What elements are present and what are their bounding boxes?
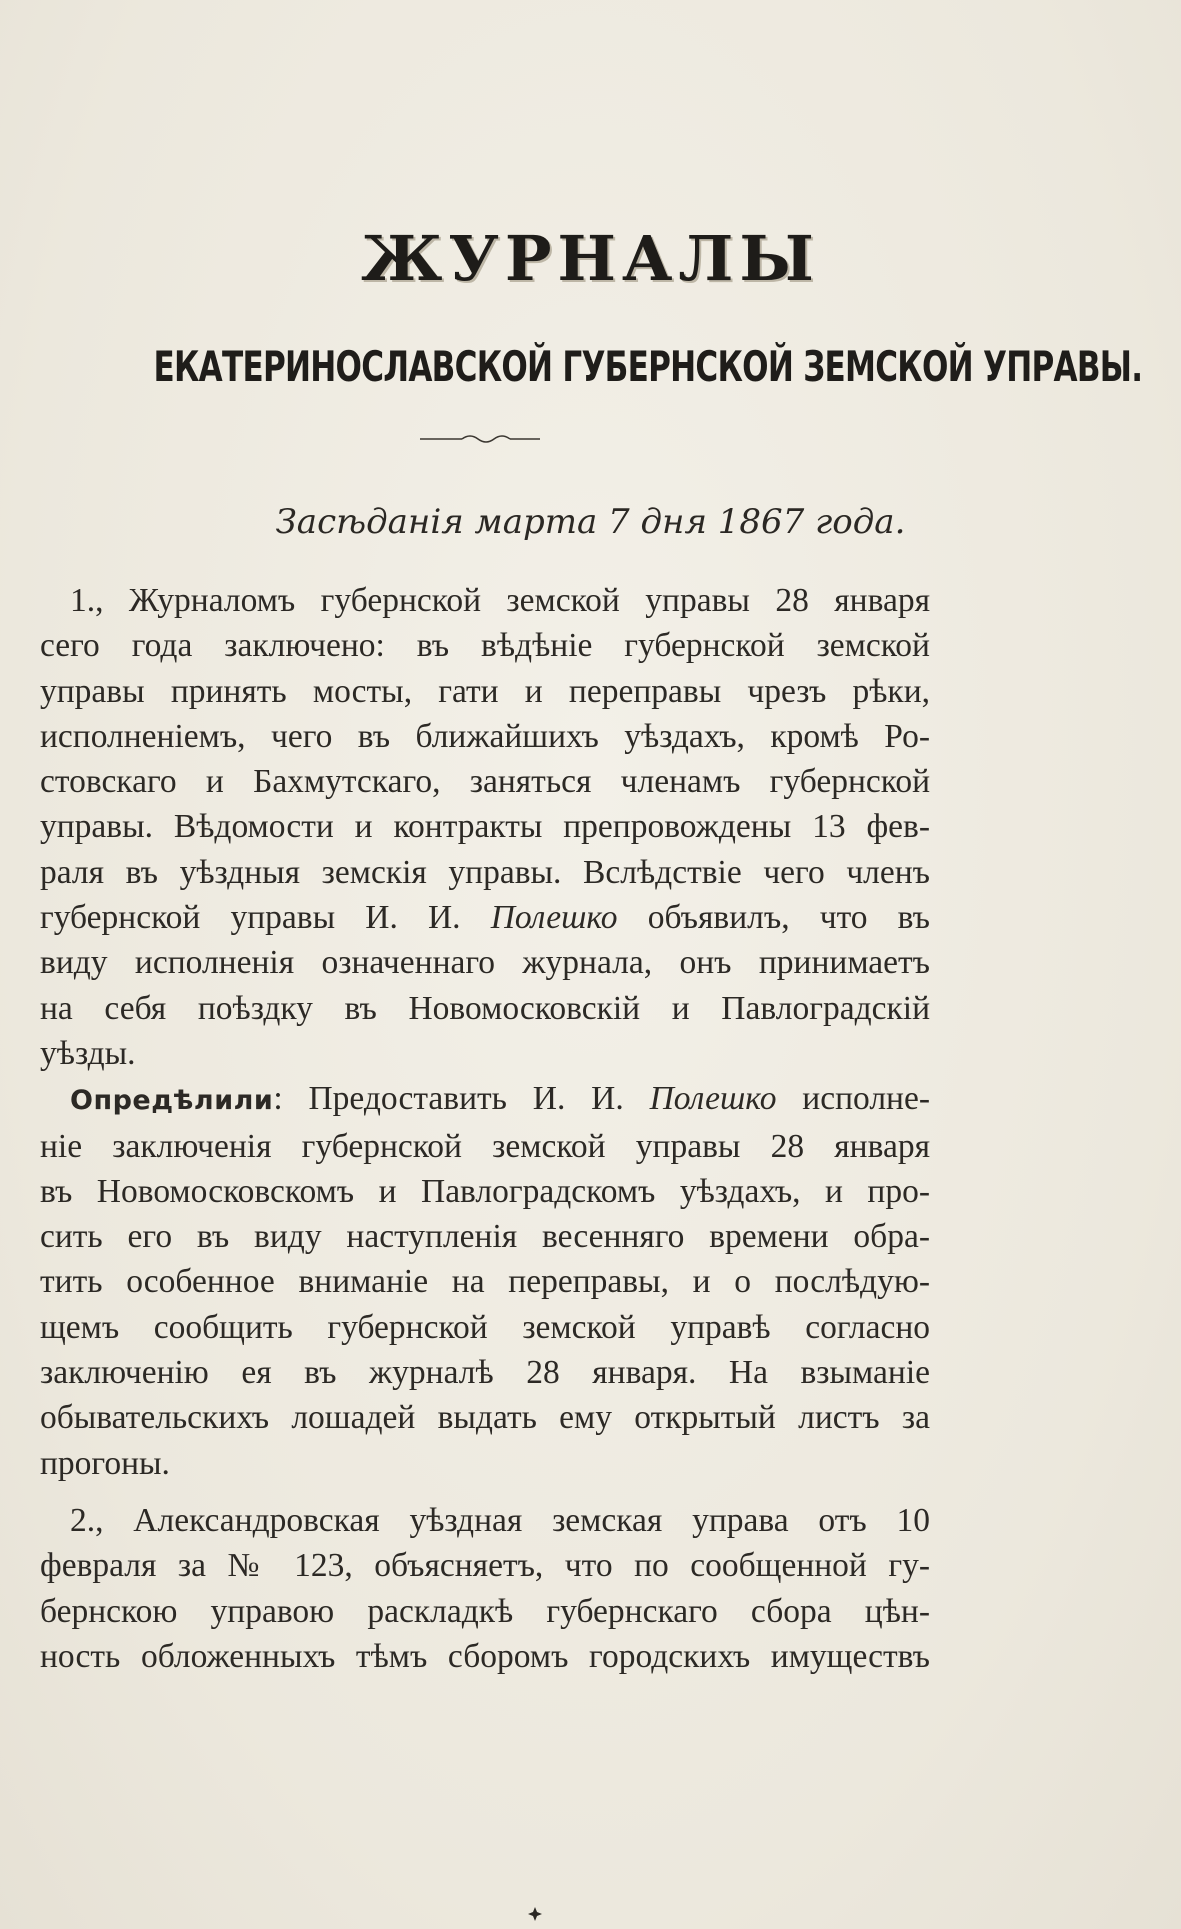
paragraph-gap (40, 1486, 930, 1498)
text-line: прогоны. (40, 1444, 170, 1482)
text-line: ніе заключенія губернской земской управы 28 января (40, 1127, 930, 1165)
text-line: въ Новомосковскомъ и Павлоградскомъ уѣздахъ, и про- (40, 1172, 930, 1210)
text-line: февраля за № 123, объясняетъ, что по сообщенной гу- (40, 1547, 930, 1585)
journal-body (40, 578, 930, 1679)
text-line: заключенію ея въ журналѣ 28 января. На взыманіе (40, 1354, 930, 1392)
paragraph-2 (40, 1498, 930, 1679)
resolution-label: Опредѣлили (70, 1085, 274, 1117)
text-line: на себя поѣздку въ Новомосковскій и Павлоградскій (40, 989, 930, 1027)
ornament-divider-icon (420, 432, 540, 446)
text-line: бернскою управою раскладкѣ губернскаго сбора цѣн- (40, 1592, 930, 1630)
text-line: виду исполненія означеннаго журнала, онъ принимаетъ (40, 944, 930, 982)
person-name: Полешко (649, 1080, 777, 1118)
text-fragment: : Предоставить И. И. (273, 1080, 650, 1118)
text-line: 1., Журналомъ губернской земской управы 28 января (70, 582, 930, 619)
text-fragment: объявилъ, что въ (617, 899, 930, 937)
text-line (40, 1076, 930, 1123)
text-line: тить особенное вниманіе на переправы, и о послѣдую- (40, 1263, 930, 1301)
text-line: сить его въ виду наступленія весенняго времени обра- (40, 1218, 930, 1256)
text-line: уѣзды. (40, 1034, 136, 1072)
document-subtitle: ЕКАТЕРИНОСЛАВСКОЙ ГУБЕРНСКОЙ ЗЕМСКОЙ УПРАВЫ. (153, 342, 1143, 391)
paragraph-1 (40, 578, 930, 1076)
text-line: 2., Александровская уѣздная земская управа отъ 10 (70, 1501, 930, 1539)
text-fragment: исполне- (776, 1080, 930, 1118)
text-line: раля въ уѣздныя земскія управы. Вслѣдствіе чего членъ (40, 853, 930, 891)
text-line: стовскаго и Бахмутскаго, заняться членамъ губернской (40, 763, 930, 801)
text-line: управы принять мосты, гати и переправы чрезъ рѣки, (40, 672, 930, 710)
text-line: обывательскихъ лошадей выдать ему открытый листъ за (40, 1399, 930, 1437)
text-line: щемъ сообщить губернской земской управѣ согласно (40, 1308, 930, 1346)
signature-mark-icon (527, 1906, 543, 1922)
text-line: ность обложенныхъ тѣмъ сборомъ городскихъ имуществъ (40, 1637, 930, 1675)
text-fragment: губернской управы И. И. (40, 899, 491, 937)
text-line: исполненіемъ, чего въ ближайшихъ уѣздахъ, кромѣ Ро- (40, 717, 930, 755)
text-line (40, 895, 930, 940)
text-line: управы. Вѣдомости и контракты препровождены 13 фев- (40, 808, 930, 846)
person-name: Полешко (490, 899, 618, 937)
document-title: ЖУРНАЛЫ (361, 222, 820, 295)
resolution-paragraph (40, 1076, 930, 1486)
meeting-heading: Засѣданія марта 7 дня 1867 года. (275, 502, 906, 542)
text-line: сего года заключено: въ вѣдѣніе губернской земской (40, 627, 930, 665)
